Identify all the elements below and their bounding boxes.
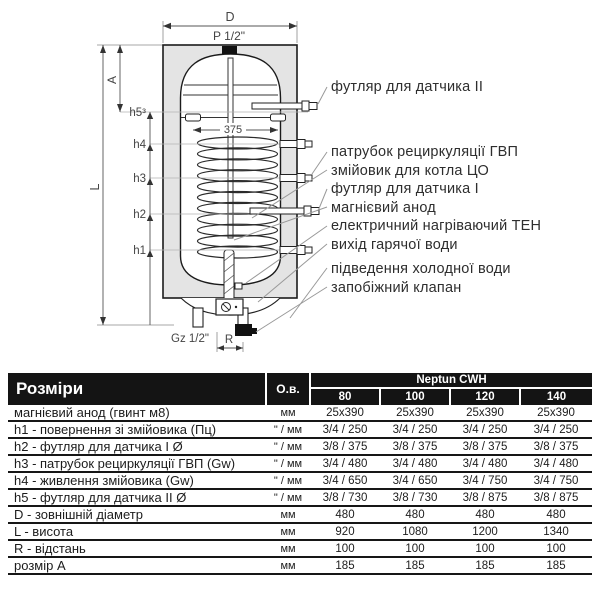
row-value: 3/4 / 250 bbox=[380, 421, 450, 438]
callout-heating-element: електричний нагріваючий ТЕН bbox=[331, 218, 542, 234]
row-value: 3/8 / 375 bbox=[380, 438, 450, 455]
row-unit: " / мм bbox=[266, 489, 310, 506]
dim-label-h2: h2 bbox=[133, 209, 146, 221]
sensor-sleeve-1 bbox=[250, 206, 319, 216]
row-value: 480 bbox=[450, 506, 520, 523]
table-row bbox=[8, 506, 592, 523]
row-value: 25x390 bbox=[450, 405, 520, 421]
row-label: h4 - живлення змійовика (Gw) bbox=[8, 472, 266, 489]
callout-hot-water-outlet: вихід гарячої води bbox=[331, 236, 458, 253]
row-value: 1340 bbox=[520, 523, 592, 540]
spec-table bbox=[8, 373, 592, 575]
row-value: 480 bbox=[380, 506, 450, 523]
size-header-80: 80 bbox=[310, 388, 380, 405]
callout-safety-valve: запобіжний клапан bbox=[331, 279, 462, 296]
row-unit: мм bbox=[266, 405, 310, 421]
row-label: L - висота bbox=[8, 523, 266, 540]
row-value: 3/8 / 875 bbox=[520, 489, 592, 506]
table-row bbox=[8, 455, 592, 472]
row-value: 185 bbox=[380, 557, 450, 574]
dim-label-gz: Gz 1/2" bbox=[171, 333, 209, 345]
table-row bbox=[8, 557, 592, 574]
row-value: 1080 bbox=[380, 523, 450, 540]
row-value: 100 bbox=[520, 540, 592, 557]
table-row bbox=[8, 405, 592, 421]
row-label: h3 - патрубок рециркуляції ГВП (Gw) bbox=[8, 455, 266, 472]
row-label: h1 - повернення зі змійовика (Пц) bbox=[8, 421, 266, 438]
sensor-sleeve-2 bbox=[252, 101, 317, 111]
row-value: 3/4 / 480 bbox=[520, 455, 592, 472]
row-value: 25x390 bbox=[520, 405, 592, 421]
row-unit: мм bbox=[266, 523, 310, 540]
dim-label-h1: h1 bbox=[133, 245, 146, 257]
safety-valve bbox=[235, 324, 257, 336]
unit-column-header: О.в. bbox=[266, 373, 310, 405]
row-label: магнієвий анод (гвинт м8) bbox=[8, 405, 266, 421]
dim-label-r: R bbox=[224, 334, 234, 346]
dim-label-d: D bbox=[225, 10, 235, 24]
dim-label-375: 375 bbox=[223, 124, 243, 136]
dim-label-h4: h4 bbox=[133, 139, 146, 151]
row-value: 100 bbox=[450, 540, 520, 557]
row-value: 3/4 / 480 bbox=[380, 455, 450, 472]
table-row bbox=[8, 421, 592, 438]
table-row bbox=[8, 523, 592, 540]
callout-sensor-sleeve-2: футляр для датчика II bbox=[331, 79, 484, 95]
row-value: 3/4 / 650 bbox=[380, 472, 450, 489]
row-value: 100 bbox=[310, 540, 380, 557]
row-value: 25x390 bbox=[310, 405, 380, 421]
row-value: 3/4 / 250 bbox=[520, 421, 592, 438]
top-cap bbox=[222, 46, 237, 54]
callout-cold-water-inlet: підведення холодної води bbox=[331, 261, 511, 277]
row-value: 3/8 / 730 bbox=[380, 489, 450, 506]
row-unit: " / мм bbox=[266, 455, 310, 472]
row-value: 3/4 / 250 bbox=[310, 421, 380, 438]
row-value: 185 bbox=[520, 557, 592, 574]
row-value: 3/8 / 375 bbox=[520, 438, 592, 455]
cold-water-pipe bbox=[193, 308, 203, 327]
dim-label-a: A bbox=[105, 75, 119, 85]
dim-label-h5: h5³ bbox=[129, 107, 146, 119]
row-unit: " / мм bbox=[266, 421, 310, 438]
size-header-100: 100 bbox=[380, 388, 450, 405]
table-row bbox=[8, 489, 592, 506]
row-unit: мм bbox=[266, 557, 310, 574]
table-title: Розміри bbox=[8, 373, 266, 405]
callout-sensor-sleeve-1: футляр для датчика I bbox=[331, 181, 479, 197]
row-value: 25x390 bbox=[380, 405, 450, 421]
row-value: 3/8 / 730 bbox=[310, 489, 380, 506]
dim-label-l: L bbox=[88, 183, 102, 191]
row-label: h2 - футляр для датчика I Ø bbox=[8, 438, 266, 455]
row-label: h5 - футляр для датчика II Ø bbox=[8, 489, 266, 506]
row-value: 3/4 / 480 bbox=[450, 455, 520, 472]
size-header-140: 140 bbox=[520, 388, 592, 405]
row-value: 185 bbox=[450, 557, 520, 574]
table-row bbox=[8, 438, 592, 455]
callout-magnesium-anode: магнієвий анод bbox=[331, 199, 436, 216]
dim-label-h3: h3 bbox=[133, 173, 146, 185]
row-label: D - зовнішній діаметр bbox=[8, 506, 266, 523]
row-unit: " / мм bbox=[266, 438, 310, 455]
row-value: 3/8 / 875 bbox=[450, 489, 520, 506]
row-value: 3/8 / 375 bbox=[310, 438, 380, 455]
dim-label-p: P 1/2" bbox=[212, 29, 246, 43]
row-value: 3/4 / 650 bbox=[310, 472, 380, 489]
row-value: 480 bbox=[520, 506, 592, 523]
row-value: 3/4 / 750 bbox=[450, 472, 520, 489]
row-label: розмір A bbox=[8, 557, 266, 574]
row-value: 1200 bbox=[450, 523, 520, 540]
callout-coil: змійовик для котла ЦО bbox=[331, 162, 489, 179]
callout-recirculation: патрубок рециркуляції ГВП bbox=[331, 144, 519, 160]
table-row bbox=[8, 472, 592, 489]
table-row bbox=[8, 540, 592, 557]
row-value: 3/8 / 375 bbox=[450, 438, 520, 455]
row-unit: мм bbox=[266, 506, 310, 523]
row-unit: мм bbox=[266, 540, 310, 557]
row-label: R - відстань bbox=[8, 540, 266, 557]
bottom-flange bbox=[216, 299, 243, 315]
row-value: 3/4 / 480 bbox=[310, 455, 380, 472]
row-value: 920 bbox=[310, 523, 380, 540]
row-value: 480 bbox=[310, 506, 380, 523]
table-header-row-1 bbox=[8, 373, 592, 388]
row-unit: " / мм bbox=[266, 472, 310, 489]
series-header: Neptun CWH bbox=[310, 373, 592, 388]
row-value: 100 bbox=[380, 540, 450, 557]
row-value: 3/4 / 250 bbox=[450, 421, 520, 438]
row-value: 185 bbox=[310, 557, 380, 574]
row-value: 3/4 / 750 bbox=[520, 472, 592, 489]
size-header-120: 120 bbox=[450, 388, 520, 405]
